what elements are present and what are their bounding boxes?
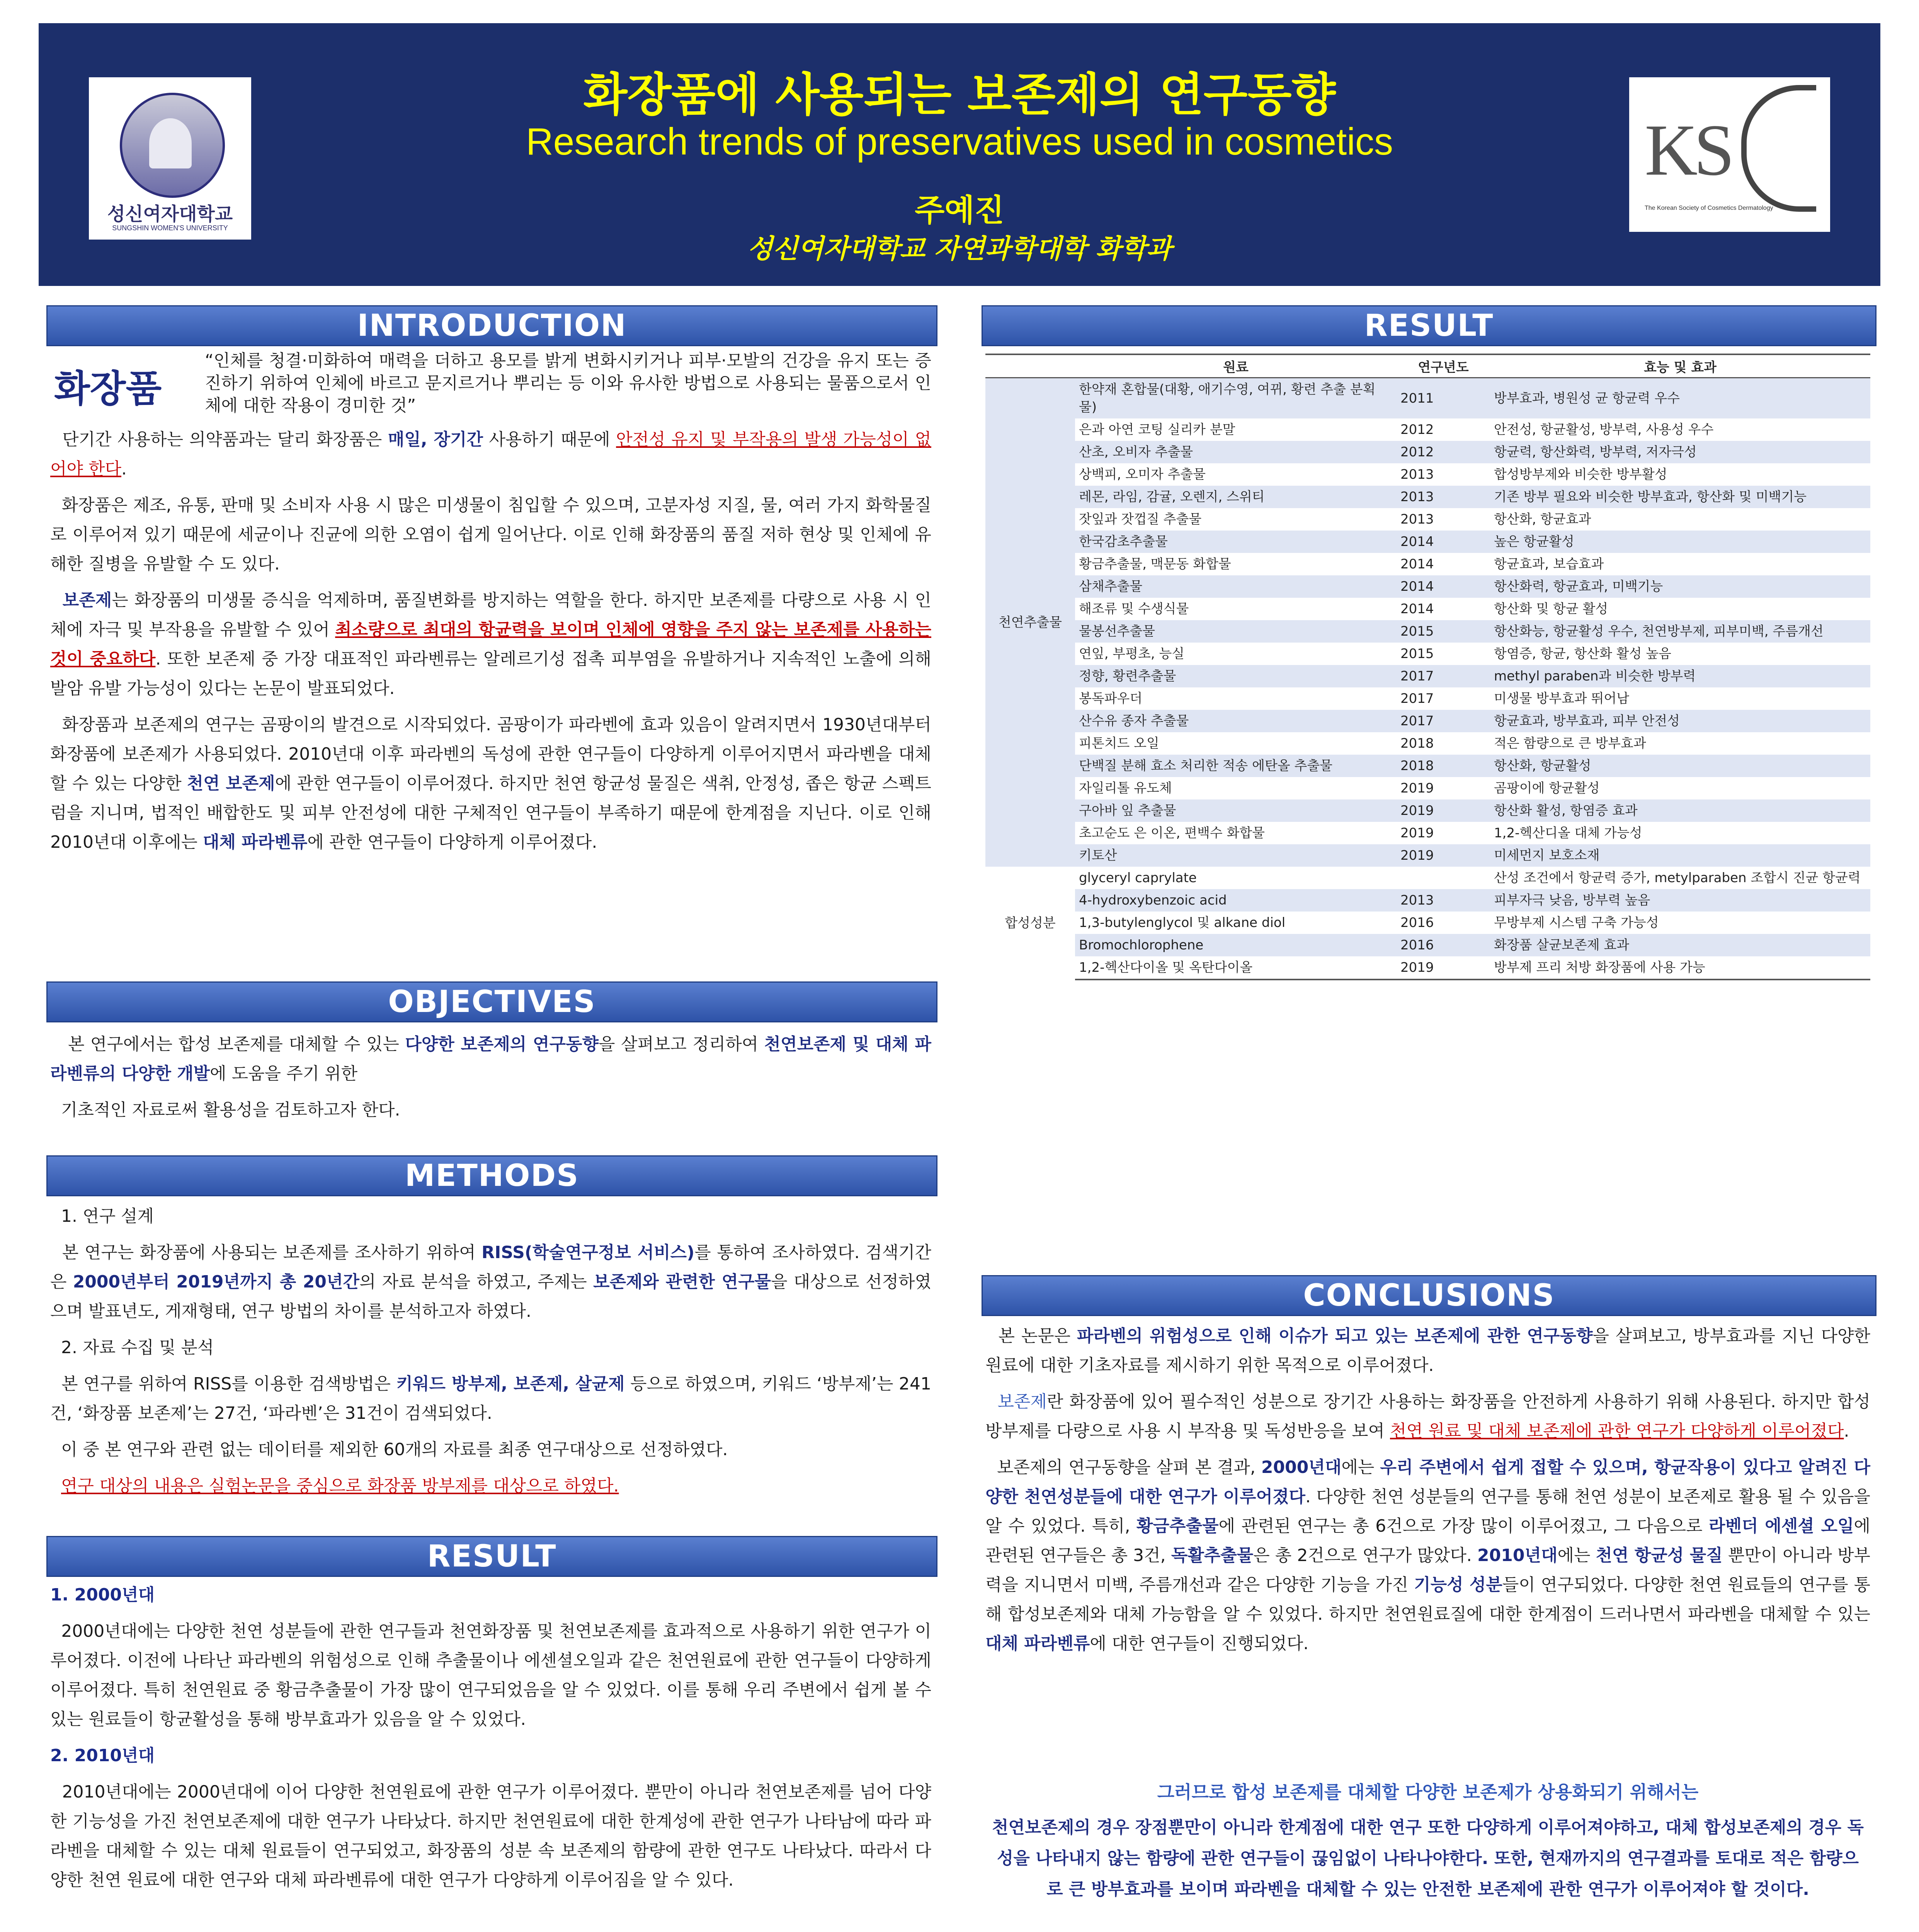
conc-3-b: 2000년대 xyxy=(1261,1458,1342,1477)
table2-cell-effect: 항균효과, 보습효과 xyxy=(1494,556,1604,572)
society-logo-letters: KS xyxy=(1645,110,1731,191)
table-row xyxy=(985,755,1870,777)
conc-3-s: 에 대한 연구들이 진행되었다. xyxy=(1090,1634,1309,1653)
table2-cell-material: 잣잎과 잣껍질 추출물 xyxy=(1079,512,1202,527)
conc-2-b: 란 화장품에 있어 필수적인 성분으로 장기간 사용하는 화장품을 안전하게 사용하기 위해 사용된다. 하지만 합성 방부제를 다량으로 사용 시 부작용 및 독성반응을 보여 xyxy=(985,1392,1870,1441)
table-row xyxy=(985,665,1870,687)
objectives-d: 천연보존제 및 대체 파라벤류의 다양한 개발 xyxy=(50,1034,931,1083)
methods-m1-c: 를 통하여 조사하였다. 검색기간은 xyxy=(50,1243,931,1292)
table2-cell-effect: methyl paraben과 비슷한 방부력 xyxy=(1490,665,1870,687)
conc-3-r: 대체 파라벤류 xyxy=(985,1634,1090,1653)
table2-cell-material: 정향, 황련추출물 xyxy=(1075,665,1397,687)
author-affiliation: 성신여자대학교 자연과학대학 화학과 xyxy=(747,234,1172,264)
conc-3-g: 에 관련된 연구는 총 6건으로 가장 많이 이루어졌고, 그 다음으로 xyxy=(1218,1516,1709,1536)
table2-cell-material: 키토산 xyxy=(1075,844,1397,867)
methods-m1-b: RISS(학술연구정보 서비스) xyxy=(481,1243,695,1262)
table-row xyxy=(985,799,1870,822)
introduction-body xyxy=(50,425,931,864)
table2-cell-year: 2014 xyxy=(1400,601,1434,617)
methods-m4: 연구 대상의 내용은 실험논문을 중심으로 화장품 방부제를 대상으로 하였다. xyxy=(61,1476,619,1496)
intro-p1-d: 안전성 유지 및 부작용의 발생 가능성이 없어야 한다 xyxy=(50,430,931,479)
intro-p4-e: 에 관한 연구들이 다양하게 이루어졌다. xyxy=(307,832,597,852)
table2-cell-effect: 합성방부제와 비슷한 방부활성 xyxy=(1494,467,1667,482)
table2-cell-effect: 방부효과, 병원성 균 항균력 우수 xyxy=(1490,378,1870,419)
objectives-a: 본 연구에서는 합성 보존제를 대체할 수 있는 xyxy=(68,1034,405,1054)
table2-cell-material: 연잎, 부평초, 능실 xyxy=(1079,646,1185,662)
table-row xyxy=(985,687,1870,710)
methods-m3: 이 중 본 연구와 관련 없는 데이터를 제외한 60개의 자료를 최종 연구대상으로 선정하였다. xyxy=(61,1440,728,1459)
table2-cell-year: 2019 xyxy=(1397,799,1490,822)
table2-cell-material: 해조류 및 수생식물 xyxy=(1079,601,1189,617)
conclusions-body xyxy=(985,1321,1870,1665)
conc-3-q: 들이 연구되었다. 다양한 천연 원료들의 연구를 통해 합성보존제와 대체 가능함을 알 수 있었다. 하지만 천연원료질에 대한 한계점이 드러나면서 파라벤을 대체할 수 있는 xyxy=(985,1575,1871,1624)
table2-cell-year: 2012 xyxy=(1397,441,1490,463)
intro-p1-e: . xyxy=(121,459,127,479)
poster-title-korean: 화장품에 사용되는 보존제의 연구동향 xyxy=(583,68,1336,121)
table2-cell-effect: 안전성, 항균활성, 방부력, 사용성 우수 xyxy=(1494,422,1714,437)
methods-m2-c: 등으로 하였으며, 키워드 ‘방부제’는 241건, ‘화장품 보존제’는 27건, ‘파라벤’은 31건이 검색되었다. xyxy=(50,1374,931,1423)
section-result-left: RESULT xyxy=(46,1536,937,1577)
table2-cell-material: 4-hydroxybenzoic acid xyxy=(1075,889,1397,912)
intro-p1-c: 사용하기 때문에 xyxy=(483,430,616,449)
table2-cell-year: 2013 xyxy=(1397,889,1490,912)
table-row xyxy=(985,867,1870,889)
conc-3-m: 에는 xyxy=(1557,1546,1596,1565)
conc-3-c: 에는 xyxy=(1341,1458,1380,1477)
objectives-f: 기초적인 자료로써 활용성을 검토하고자 한다. xyxy=(61,1100,400,1120)
table2-cell-effect: 방부제 프리 처방 화장품에 사용 가능 xyxy=(1490,956,1870,980)
table-row xyxy=(985,441,1870,463)
table2-cell-material: 한약재 혼합물(대황, 애기수영, 여뀌, 황련 추출 분획물) xyxy=(1075,378,1397,419)
table2-cell-year: 2014 xyxy=(1397,575,1490,598)
methods-m1-a: 본 연구는 화장품에 사용되는 보존제를 조사하기 위하여 xyxy=(62,1243,482,1262)
table2-cell-year: 2019 xyxy=(1400,825,1434,841)
table2-cell-effect: 무방부제 시스템 구축 가능성 xyxy=(1494,915,1659,930)
table2-cell-material: 구아바 잎 추출물 xyxy=(1075,799,1397,822)
objectives-body xyxy=(50,1030,931,1132)
intro-p3-b: 는 화장품의 미생물 증식을 억제하며, 품질변화를 방지하는 역할을 한다. 하지만 보존제를 다량으로 사용 시 인체에 자극 및 부작용을 유발할 수 있어 xyxy=(50,590,931,639)
table2-cell-effect: 높은 항균활성 xyxy=(1490,531,1870,553)
section-conclusions: CONCLUSIONS xyxy=(982,1275,1876,1316)
table2-cell-material: 피톤치드 오일 xyxy=(1079,736,1159,751)
table2-cell-year: 2018 xyxy=(1397,755,1490,777)
intro-p4-b: 천연 보존제 xyxy=(187,774,275,793)
university-logo-name: 성신여자대학교 xyxy=(107,203,233,225)
section-introduction: INTRODUCTION xyxy=(46,305,937,346)
table2-cell-effect: 미생물 방부효과 뛰어남 xyxy=(1494,691,1630,706)
conc-3-f: 황금추출물 xyxy=(1136,1516,1219,1536)
table2-cell-effect: 항균력, 항산화력, 방부력, 저자극성 xyxy=(1490,441,1870,463)
table2-cell-year: 2013 xyxy=(1400,467,1434,482)
table2-cell-effect: 미세먼지 보호소재 xyxy=(1490,844,1870,867)
table2-cell-year: 2012 xyxy=(1400,422,1434,437)
table2-cell-year: 2014 xyxy=(1397,531,1490,553)
table2-cell-material: 1,2-헥산다이올 및 옥탄다이올 xyxy=(1075,956,1397,980)
table2-cell-material: 자일리톨 유도체 xyxy=(1079,781,1172,796)
table2-cell-year: 2019 xyxy=(1400,781,1434,796)
table2-cell-effect: 적은 함량으로 큰 방부효과 xyxy=(1494,736,1646,751)
table2-cell-year: 2011 xyxy=(1397,378,1490,419)
conc-1-b: 파라벤의 위험성으로 인해 이슈가 되고 있는 보존제에 관한 연구동향 xyxy=(1077,1326,1593,1346)
table-row xyxy=(985,378,1870,419)
result-left-body xyxy=(50,1580,931,1902)
conc-3-p: 기능성 성분 xyxy=(1414,1575,1502,1595)
table2-cell-year: 2017 xyxy=(1400,691,1434,706)
table-row xyxy=(985,956,1870,980)
methods-heading-1: 1. 연구 설계 xyxy=(61,1206,154,1226)
conc-3-j: 독활추출물 xyxy=(1171,1546,1254,1565)
table-row xyxy=(985,732,1870,755)
table2-cell-material: 물봉선추출물 xyxy=(1075,620,1397,643)
table-row xyxy=(985,710,1870,732)
society-logo xyxy=(1629,77,1830,232)
table-row xyxy=(985,418,1870,441)
methods-m1-g: 을 대상으로 선정하였으며 발표년도, 게재형태, 연구 방법의 차이를 분석하고자 하였다. xyxy=(50,1272,931,1321)
society-logo-c-icon xyxy=(1741,85,1816,212)
methods-m2-b: 키워드 방부제, 보존제, 살균제 xyxy=(396,1374,625,1394)
methods-body xyxy=(50,1202,931,1508)
methods-heading-2: 2. 자료 수집 및 분석 xyxy=(61,1338,214,1357)
intro-p1-b: 매일, 장기간 xyxy=(388,430,483,449)
table-row xyxy=(985,531,1870,553)
table2-cell-effect: 항산화 활성, 항염증 효과 xyxy=(1490,799,1870,822)
table2-cell-year: 2019 xyxy=(1397,956,1490,980)
table-extracts-and-synthetics-2010s xyxy=(985,354,1870,980)
table2-header-material: 원료 xyxy=(1075,354,1397,378)
conc-2-a: 보존제 xyxy=(997,1392,1047,1412)
table-row xyxy=(985,822,1870,844)
table2-cell-year: 2013 xyxy=(1400,512,1434,527)
conclusion-emphasis-body: 천연보존제의 경우 장점뿐만이 아니라 한계점에 대한 연구 또한 다양하게 이루어져야하고, 대체 합성보존제의 경우 독성을 나타내지 않는 함량에 관한 연구들이 끊임없이 나타나야한다. 또한, 현재까지의 연구결과를 토대로 적은 함량으로 큰 방부효과를 보이며 파라벤을 대체할 수 있는 안전한 보존제에 관한 연구가 이루어져야 할 것이다. xyxy=(992,1818,1864,1899)
table-row xyxy=(985,934,1870,956)
intro-term: 화장품 xyxy=(54,367,162,410)
table2-cell-material: 초고순도 은 이온, 편백수 화합물 xyxy=(1079,825,1265,841)
table-row xyxy=(985,598,1870,620)
conc-2-d: . xyxy=(1844,1421,1849,1441)
result-2010s-text: 2010년대에는 2000년대에 이어 다양한 천연원료에 관한 연구가 이루어졌다. 뿐만이 아니라 천연보존제를 넘어 다양한 기능성을 가진 천연보존제에 대한 연구가 나타났다. 하지만 천연원료에 대한 한계성에 관한 연구가 나타남에 따라 파라벤을 대체할 수 있는 대체 원료들이 연구되었고, 화장품의 성분 속 보존제의 함량에 관한 연구도 나타났다. 따라서 다양한 천연 원료에 대한 연구와 대체 파라벤류에 대한 연구가 다양하게 이루어짐을 알 수 있다. xyxy=(50,1782,931,1890)
table2-cell-year: 2014 xyxy=(1400,556,1434,572)
table2-cell-material: 황금추출물, 맥문동 화합물 xyxy=(1079,556,1231,572)
methods-m2-a: 본 연구를 위하여 RISS를 이용한 검색방법은 xyxy=(61,1374,396,1394)
conc-2-c: 천연 원료 및 대체 보존제에 관한 연구가 다양하게 이루어졌다 xyxy=(1390,1421,1844,1441)
table2-cell-material: 상백피, 오미자 추출물 xyxy=(1079,467,1206,482)
table-row xyxy=(985,620,1870,643)
table-row xyxy=(985,553,1870,575)
table2-cell-year: 2015 xyxy=(1397,620,1490,643)
table2-cell-year: 2019 xyxy=(1397,844,1490,867)
university-logo-subtitle: SUNGSHIN WOMEN'S UNIVERSITY xyxy=(112,224,228,232)
table-row xyxy=(985,844,1870,867)
table2-cell-material: 레몬, 라임, 감귤, 오렌지, 스위티 xyxy=(1075,486,1397,508)
table2-cell-effect: 기존 방부 필요와 비슷한 방부효과, 항산화 및 미백기능 xyxy=(1490,486,1870,508)
methods-m1-d: 2000년부터 2019년까지 총 20년간 xyxy=(73,1272,359,1292)
table2-cell-effect: 화장품 살균보존제 효과 xyxy=(1490,934,1870,956)
table-row xyxy=(985,643,1870,665)
conc-3-l: 2010년대 xyxy=(1477,1546,1558,1565)
table-row xyxy=(985,463,1870,486)
intro-p4-a: 화장품과 보존제의 연구는 곰팡이의 발견으로 시작되었다. 곰팡이가 파라벤에 효과 있음이 알려지면서 1930년대부터 화장품에 보존제가 사용되었다. 2010년대 이후 파라벤의 독성에 관한 연구들이 다양하게 이루어지면서 파라벤을 대체할 수 있는 다양한 xyxy=(50,715,931,793)
table2-cell-effect: 항산화능, 항균활성 우수, 천연방부제, 피부미백, 주름개선 xyxy=(1490,620,1870,643)
conc-3-k: 은 총 2건으로 연구가 많았다. xyxy=(1253,1546,1477,1565)
poster-title-english: Research trends of preservatives used in cosmetics xyxy=(526,120,1393,163)
result-heading-2010s: 2. 2010년대 xyxy=(50,1746,155,1765)
conc-3-d: 우리 주변에서 쉽게 접할 수 있으며, 항균작용이 있다고 알려진 다양한 천연성분들에 대한 연구가 이루어졌다 xyxy=(985,1458,1870,1507)
conc-3-n: 천연 항균성 물질 xyxy=(1596,1546,1723,1565)
conc-3-e: . 다양한 천연 성분들의 연구를 통해 천연 성분이 보존제로 활용 될 수 있음을 알 수 있었다. 특히, xyxy=(985,1487,1870,1536)
table2-cell-effect: 항염증, 항균, 항산화 활성 높음 xyxy=(1494,646,1671,662)
objectives-e: 에 도움을 주기 위한 xyxy=(210,1064,358,1083)
table-row xyxy=(985,777,1870,799)
table2-header-effect: 효능 및 효과 xyxy=(1490,354,1870,378)
intro-p2: 화장품은 제조, 유통, 판매 및 소비자 사용 시 많은 미생물이 침입할 수 있으며, 고분자성 지질, 물, 여러 가지 화학물질로 이루어져 있기 때문에 세균이나 진균에 의한 오염이 쉽게 일어난다. 이로 인해 화장품의 품질 저하 현상 및 인체에 유해한 질병을 유발할 수 도 있다. xyxy=(50,495,931,574)
society-logo-text: The Korean Society of Cosmetics Dermatology xyxy=(1645,205,1773,211)
table2-cell-effect: 항산화력, 항균효과, 미백기능 xyxy=(1490,575,1870,598)
table2-cell-year: 2015 xyxy=(1400,646,1434,662)
table2-cell-effect: 항산화, 항균효과 xyxy=(1494,512,1591,527)
methods-m1-f: 보존제와 관련한 연구물 xyxy=(593,1272,771,1292)
table2-cell-material: Bromochlorophene xyxy=(1075,934,1397,956)
table2-category-synthetic: 합성성분 xyxy=(985,867,1075,980)
table2-cell-year: 2018 xyxy=(1400,736,1434,751)
table2-cell-material: 단백질 분해 효소 처리한 적송 에탄올 추출물 xyxy=(1075,755,1397,777)
table2-cell-material: 삼채추출물 xyxy=(1075,575,1397,598)
conc-3-h: 라벤더 에센셜 오일 xyxy=(1709,1516,1854,1536)
table2-cell-effect: 항균효과, 방부효과, 피부 안전성 xyxy=(1490,710,1870,732)
table2-cell-material: glyceryl caprylate xyxy=(1079,870,1197,886)
table2-cell-material: 봉독파우더 xyxy=(1079,691,1143,706)
table2-cell-effect: 항산화 및 항균 활성 xyxy=(1494,601,1608,617)
table2-category-natural: 천연추출물 xyxy=(985,378,1075,867)
table2-header-year: 연구년도 xyxy=(1397,354,1490,378)
methods-m1-e: 의 자료 분석을 하였고, 주제는 xyxy=(359,1272,593,1292)
table2-cell-material: 은과 아연 코팅 실리카 분말 xyxy=(1079,422,1235,437)
table2-cell-effect: 산성 조건에서 항균력 증가, metylparaben 조합시 진균 항균력 xyxy=(1494,870,1861,886)
table2-cell-year: 2017 xyxy=(1397,665,1490,687)
table-row xyxy=(985,575,1870,598)
table2-cell-year: 2016 xyxy=(1400,915,1434,930)
table-row xyxy=(985,889,1870,912)
table-row xyxy=(985,486,1870,508)
conc-3-i: 에 관련된 연구들은 총 3건, xyxy=(985,1516,1870,1565)
result-heading-2000s: 1. 2000년대 xyxy=(50,1585,155,1605)
table2-cell-year: 2017 xyxy=(1397,710,1490,732)
table2-cell-year: 2016 xyxy=(1397,934,1490,956)
result-2000s-text: 2000년대에는 다양한 천연 성분들에 관한 연구들과 천연화장품 및 천연보존제를 효과적으로 사용하기 위한 연구가 이루어졌다. 이전에 나타난 파라벤의 위험성으로 인해 추출물이나 에센셜오일과 같은 천연원료에 관한 연구들이 다양하게 이루어졌다. 특히 천연원료 중 황금추출물이 가장 많이 연구되었음을 알 수 있었다. 이를 통해 우리 주변에서 쉽게 볼 수 있는 원료들이 항균활성을 통해 방부효과가 있음을 알 수 있었다. xyxy=(50,1621,931,1729)
objectives-b: 다양한 보존제의 연구동향 xyxy=(405,1034,599,1054)
table2-cell-effect: 항산화, 항균활성 xyxy=(1490,755,1870,777)
section-objectives: OBJECTIVES xyxy=(46,981,937,1022)
conc-1-c: 을 살펴보고, 방부효과를 지닌 다양한 원료에 대한 기초자료를 제시하기 위한 목적으로 이루어졌다. xyxy=(985,1326,1871,1375)
intro-definition: “인체를 청결·미화하여 매력을 더하고 용모를 밝게 변화시키거나 피부·모발의 건강을 유지 또는 증진하기 위하여 인체에 바르고 문지르거나 뿌리는 등 이와 유사한 방법으로 사용되는 물품으로서 인체에 대한 작용이 경미한 것” xyxy=(205,351,931,415)
table-row xyxy=(985,912,1870,934)
table-row xyxy=(985,508,1870,531)
section-result-right: RESULT xyxy=(982,305,1876,346)
intro-p4-d: 대체 파라벤류 xyxy=(202,832,308,852)
objectives-c: 을 살펴보고 정리하여 xyxy=(599,1034,764,1054)
intro-p4-c: 에 관한 연구들이 이루어졌다. 하지만 천연 항균성 물질은 색취, 안정성, 좁은 항균 스펙트럼을 지니며, 법적인 배합한도 및 피부 안전성에 대한 구체적인 연구들이 부족하기 때문에 한계점을 지닌다. 이로 인해 2010년대 이후에는 xyxy=(50,774,931,852)
table2-cell-year xyxy=(1397,867,1490,889)
conc-3-a: 보존제의 연구동향을 살펴 본 결과, xyxy=(997,1458,1261,1477)
table2-cell-effect: 피부자극 낮음, 방부력 높음 xyxy=(1490,889,1870,912)
poster-header xyxy=(39,23,1880,286)
table2-cell-material: 산초, 오비자 추출물 xyxy=(1075,441,1397,463)
intro-p1-a: 단기간 사용하는 의약품과는 달리 화장품은 xyxy=(62,430,388,449)
conc-1-a: 본 논문은 xyxy=(998,1326,1077,1346)
table2-cell-effect: 곰팡이에 항균활성 xyxy=(1494,781,1600,796)
table2-cell-effect: 1,2-헥산디올 대체 가능성 xyxy=(1494,825,1642,841)
author-name: 주예진 xyxy=(915,192,1004,228)
conc-3-o: 뿐만이 아니라 방부력을 지니면서 미백, 주름개선과 같은 다양한 기능을 가진 xyxy=(985,1546,1870,1595)
intro-p3-a: 보존제 xyxy=(62,590,112,610)
table2-cell-year: 2013 xyxy=(1397,486,1490,508)
conclusion-emphasis-lead: 그러므로 합성 보존제를 대체할 다양한 보존제가 상용화되기 위해서는 xyxy=(1157,1782,1699,1803)
intro-p3-d: . 또한 보존제 중 가장 대표적인 파라벤류는 알레르기성 접촉 피부염을 유발하거나 지속적인 노출에 의해 발암 유발 가능성이 있다는 논문이 발표되었다. xyxy=(50,649,931,698)
intro-p3-c: 최소량으로 최대의 항균력을 보이며 인체에 영향을 주지 않는 보존제를 사용하는 것이 중요하다 xyxy=(50,620,931,669)
table2-cell-material: 산수유 종자 추출물 xyxy=(1075,710,1397,732)
table2-cell-material: 한국감초추출물 xyxy=(1075,531,1397,553)
section-methods: METHODS xyxy=(46,1155,937,1196)
table2-cell-material: 1,3-butylenglycol 및 alkane diol xyxy=(1079,915,1286,930)
table2-header-blank xyxy=(985,354,1075,378)
